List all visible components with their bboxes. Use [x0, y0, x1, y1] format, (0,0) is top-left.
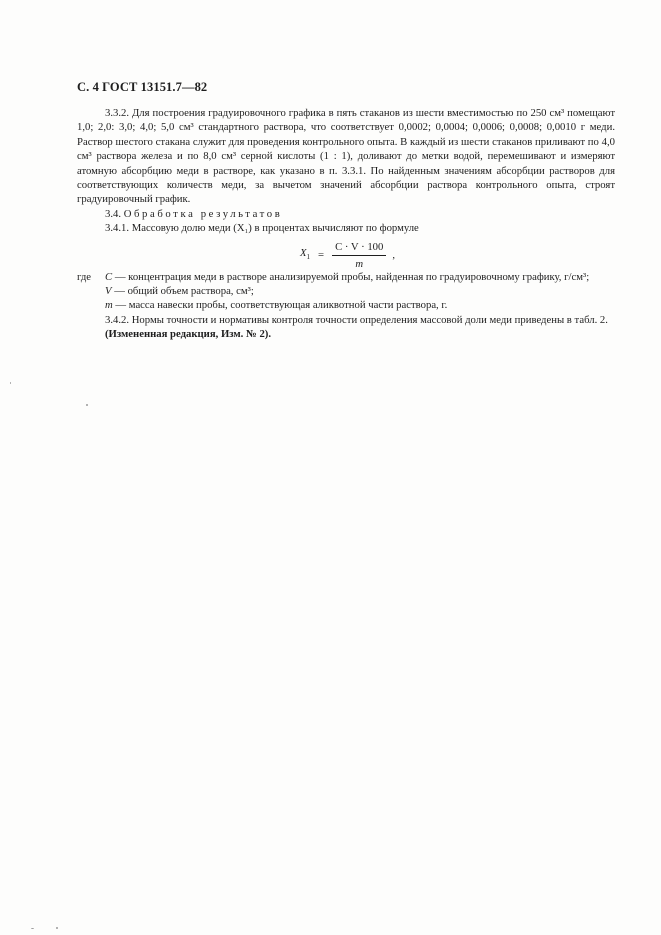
definition-m-symbol: m: [105, 299, 113, 312]
formula-lhs-symbol: X: [300, 247, 307, 260]
formula-lhs: [300, 246, 310, 265]
mass-fraction-formula: [300, 240, 395, 272]
formula-lhs-subscript: 1: [306, 253, 311, 262]
formula-equals: =: [318, 249, 325, 262]
formula-denominator: m: [355, 258, 364, 271]
paragraph-3-3-2: 3.3.2. Для построения градуировочного графика в пять стаканов из шести вместимостью по 250 см³ помещают 1,0; 2,0: 3,0; 4,0; 5,0 см³ стандартного раствора, что соответствует 0,0002; 0,0004; 0,0006; 0,0008; 0,0010 г меди. Раствор шестого стакана служит для проведения контрольного опыта. В каждый из шести стаканов приливают по 4,0 см³ раствора железа и по 8,0 см³ серной кислоты (1 : 1), доливают до метки водой, перемешивают и измеряют атомную абсорбцию меди в растворе, как указано в п. 3.3.1. По найденным значениям абсорбции растворов для соответствующих количеств меди, за вычетом значений абсорбции раствора контрольного опыта, строят градуировочный график.: [77, 107, 615, 206]
definition-c-text: [105, 270, 615, 284]
document-body: [77, 106, 615, 342]
definition-v: [77, 284, 615, 298]
page-header: С. 4 ГОСТ 13151.7—82: [77, 80, 208, 94]
section-number: 3.4.: [105, 207, 122, 220]
definition-v-symbol: V: [105, 285, 112, 298]
definition-m-desc: — масса навески пробы, соответствующая аликвотной части раствора, г.: [115, 299, 448, 312]
section-title: Обработка результатов: [123, 207, 283, 220]
definition-c: [77, 270, 615, 284]
paragraph-3-4-1: 3.4.1. Массовую долю меди (X₁) в процентах вычисляют по формуле: [105, 222, 419, 235]
definition-c-symbol: C: [105, 270, 113, 283]
formula-block: [77, 238, 615, 271]
definition-m: [77, 298, 615, 312]
scan-speck: [10, 382, 11, 384]
definition-m-text: [105, 298, 615, 312]
paragraph-3-4-2: 3.4.2. Нормы точности и нормативы контроля точности определения массовой доли меди приведены в табл. 2.: [105, 313, 608, 326]
where-word: где: [77, 270, 92, 283]
formula-trailing-comma: ,: [392, 249, 396, 262]
scan-speck: [31, 928, 34, 929]
definition-c-desc: — концентрация меди в растворе анализируемой пробы, найденная по градуировочному графику, г/см³;: [114, 270, 590, 283]
definition-v-desc: — общий объем раствора, см³;: [114, 285, 254, 298]
formula-numerator: C · V · 100: [332, 240, 386, 256]
section-heading-3-4: [77, 207, 615, 221]
scan-speck: [86, 404, 88, 406]
scan-speck: [56, 927, 58, 929]
definition-v-text: [105, 284, 615, 298]
formula-fraction: [332, 240, 386, 272]
revision-note: (Измененная редакция, Изм. № 2).: [105, 328, 272, 341]
